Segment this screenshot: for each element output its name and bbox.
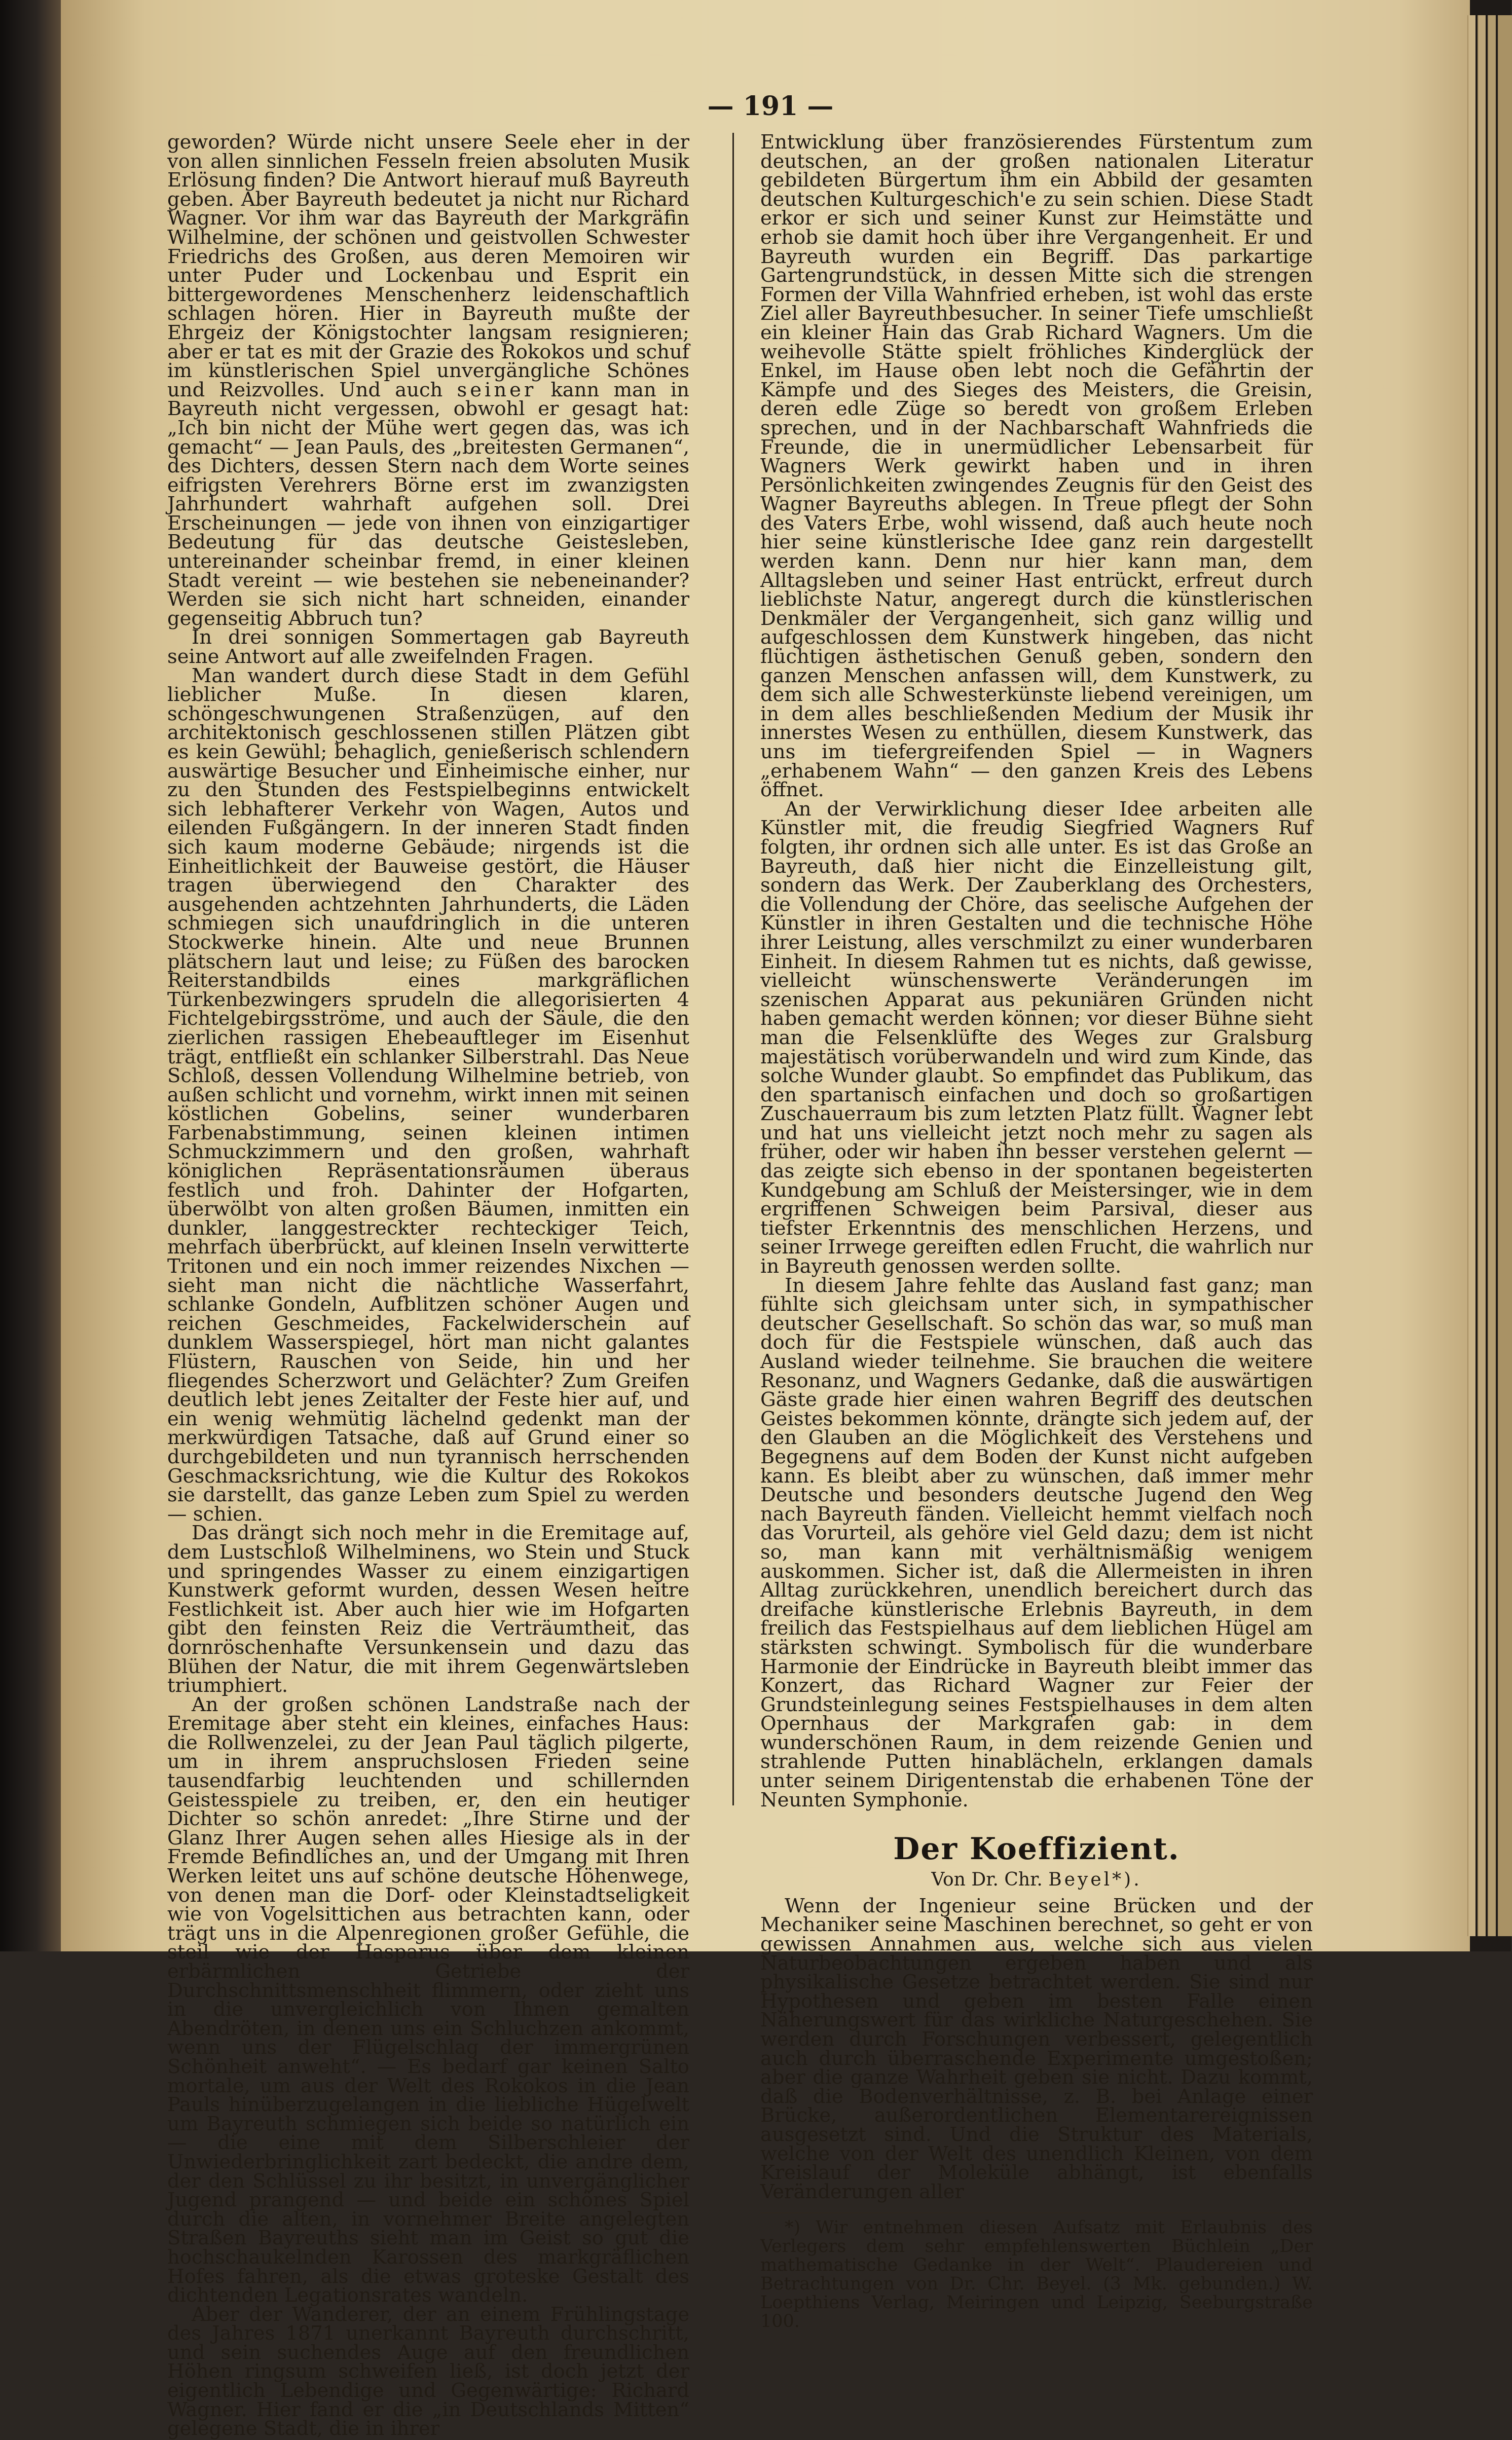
article-byline <box>760 1870 1313 1890</box>
paragraph: Entwicklung über französierendes Fürstentum zum deutschen, an der großen nationalen Literatur gebildeten Bürgertum ihm ein Abbild der gesamten deutschen Kulturgeschich'e zu sein schien. Diese Stadt erkor er sich und seiner Kunst zur Heimstätte und erhob sie damit hoch über ihre Vergangenheit. Er und Bayreuth wurden ein Begriff. Das parkartige Gartengrundstück, in dessen Mitte sich die strengen Formen der Villa Wahnfried erheben, ist wohl das erste Ziel aller Bayreuthbesucher. In seiner Tiefe umschließt ein kleiner Hain das Grab Richard Wagners. Um die weihevolle Stätte spielt fröhliches Kinderglück der Enkel, im Hause oben lebt noch die Gefährtin der Kämpfe und des Sieges des Meisters, die Greisin, deren edle Züge so beredt von großem Erleben sprechen, und in der Nachbarschaft Wahnfrieds die Freunde, die in unermüdlicher Lebensarbeit für Wagners Werk gewirkt haben und in ihren Persönlichkeiten zwingendes Zeugnis für den Geist des Wagner Bayreuths ablegen. In Treue pflegt der Sohn des Vaters Erbe, wohl wissend, daß auch heute noch hier seine künstlerische Idee ganz rein dargestellt werden kann. Denn nur hier kann man, dem Alltagsleben und seiner Hast entrückt, erfreut durch lieblichste Natur, angeregt durch die künstlerischen Denkmäler der Vergangenheit, sich ganz willig und aufgeschlossen dem Kunstwerk hingeben, das nicht flüchtigen ästhetischen Genuß geben, sondern den ganzen Menschen anfassen will, dem Kunstwerk, zu dem sich alle Schwesterkünste liebend vereinigen, um in dem alles beschließenden Medium der Musik ihr innerstes Wesen zu enthüllen, diesem Kunstwerk, das uns im tiefergreifenden Spiel — in Wagners „erhabenem Wahn“ — den ganzen Kreis des Lebens öffnet. <box>760 131 1313 802</box>
right-column <box>760 131 1313 2332</box>
page-edge <box>1498 15 1512 1936</box>
footnote-divider <box>760 2212 1313 2213</box>
paragraph: An der Verwirklichung dieser Idee arbeiten alle Künstler mit, die freudig Siegfried Wagners Ruf folgten, ihr ordnen sich alle unter. Es ist das Große an Bayreuth, daß hier nicht die Einzelleistung gilt, sondern das Werk. Der Zauberklang des Orchesters, die Vollendung der Chöre, das seelische Aufgehen der Künstler in ihren Gestalten und die technische Höhe ihrer Leistung, alles verschmilzt zu einer wunderbaren Einheit. In diesem Rahmen tut es nichts, daß gewisse, vielleicht wünschenswerte Veränderungen im szenischen Apparat aus pekuniären Gründen nicht haben gemacht werden können; vor dieser Bühne sieht man die Felsenklüfte des Weges zur Gralsburg majestätisch vorüberwandeln und wird zum Kinde, das solche Wunder glaubt. So empfindet das Publikum, das den spartanisch einfachen und doch so großartigen Zuschauerraum bis zum letzten Platz füllt. Wagner lebt und hat uns vielleicht jetzt noch mehr zu sagen als früher, oder wir haben ihn besser verstehen gelernt — das zeigte sich ebenso in der spontanen begeisterten Kundgebung am Schluß der Meistersinger, wie in dem ergriffenen Schweigen beim Parsival, dieser aus tiefster Erkenntnis des menschlichen Herzens, und seiner Irrwege gereiften edlen Frucht, die wahrlich nur in Bayreuth genossen werden sollte. <box>760 797 1313 1278</box>
page-number: — 191 — <box>707 91 834 122</box>
paragraph <box>167 133 689 628</box>
paragraph-text: kann man in Bayreuth nicht vergessen, obwohl er gesagt hat: „Ich bin nicht der Mühe wert gegen das, was ich gemacht“ — Jean Pauls, des „breitesten Germanen“, des Dichters, dessen Stern nach dem Worte seines eifrigsten Verehrers Börne erst im zwanzigsten Jahrhundert wahrhaft aufgehen soll. Drei Erscheinungen — jede von ihnen von einzigartiger Bedeutung für das deutsche Geistesleben, untereinander scheinbar fremd, in einer kleinen Stadt vereint — wie bestehen sie nebeneinander? Werden sie sich nicht hart schneiden, einander gegenseitig Abbruch tun? <box>167 378 689 630</box>
paragraph: Man wandert durch diese Stadt in dem Gefühl lieblicher Muße. In diesen klaren, schöngeschwungenen Straßenzügen, auf den architektonisch geschlossenen stillen Plätzen gibt es kein Gewühl; behaglich, genießerisch schlendern auswärtige Besucher und Einheimische einher, nur zu den Stunden des Festspielbeginns entwickelt sich lebhafterer Verkehr von Wagen, Autos und eilenden Fußgängern. In der inneren Stadt finden sich kaum moderne Gebäude; nirgends ist die Einheitlichkeit der Bauweise gestört, die Häuser tragen überwiegend den Charakter des ausgehenden achtzehnten Jahrhunderts, die Läden schmiegen sich unaufdringlich in die unteren Stockwerke hinein. Alte und neue Brunnen plätschern laut und leise; zu Füßen des barocken Reiterstandbilds eines markgräflichen Türkenbezwingers sprudeln die allegorisierten 4 Fichtelgebirgsströme, und auch der Säule, die den zierlichen rassigen Ehebeauftleger im Eisenhut trägt, entfließt ein schlanker Silberstrahl. Das Neue Schloß, dessen Vollendung Wilhelmine betrieb, von außen schlicht und vornehm, wirkt innen mit seinen köstlichen Gobelins, seiner wunderbaren Farbenabstimmung, seinen kleinen intimen Schmuckzimmern und den großen, wahrhaft königlichen Repräsentationsräumen überaus festlich und froh. Dahinter der Hofgarten, überwölbt von alten großen Bäumen, inmitten ein dunkler, langgestreckter rechteckiger Teich, mehrfach überbrückt, auf kleinen Inseln verwitterte Tritonen und ein noch immer reizendes Nixchen — sieht man nicht die nächtliche Wasserfahrt, schlanke Gondeln, Aufblitzen schöner Augen und reichen Geschmeides, Fackelwiderschein auf dunklem Wasserspiegel, hört man nicht galantes Flüstern, Rauschen von Seide, hin und her fliegendes Scherzwort und Gelächter? Zum Greifen deutlich lebt jenes Zeitalter der Feste hier auf, und ein wenig wehmütig lächelnd gedenkt man der merkwürdigen Tatsache, daß auf Grund einer so durchgebildeten und nun tyrannisch herrschenden Geschmacksrichtung, wie die Kultur des Rokokos sie darstellt, das ganze Leben zum Spiel zu werden — schien. <box>167 664 689 1526</box>
page-edge <box>1467 15 1476 1936</box>
byline-author: Beyel*). <box>1048 1869 1142 1891</box>
emphasized-word: seiner <box>457 378 537 401</box>
footnote: *) Wir entnehmen diesen Aufsatz mit Erlaubnis des Verlegers dem sehr empfehlenswerten Büchlein „Der mathematische Gedanke in der Welt“. Plaudereien und Betrachtungen von Dr. Chr. Beyel. (3 Mk. gebunden.) W. Loepthiens Verlag, Meiringen und Leipzig, Seeburgstraße 100. <box>760 2217 1313 2332</box>
paragraph: Das drängt sich noch mehr in die Eremitage auf, dem Lustschloß Wilhelminens, wo Stein und Stuck und springendes Wasser zu einem einzigartigen Kunstwerk geformt wurden, dessen Wesen heitre Festlichkeit ist. Aber auch hier wie im Hofgarten gibt den feinsten Reiz die Verträumtheit, das dornröschenhafte Versunkensein und dazu das Blühen der Natur, die mit ihrem Gegenwärtsleben triumphiert. <box>167 1522 689 1697</box>
paragraph: Wenn der Ingenieur seine Brücken und der Mechaniker seine Maschinen berechnet, so geht er von gewissen Annahmen aus, welche sich aus vielen Naturbeobachtungen ergeben haben und als physikalische Gesetze betrachtet werden. Sie sind nur Hypothesen und geben im besten Falle einen Näherungswert für das wirkliche Naturgeschehen. Sie werden durch Forschungen verbessert, gelegentlich auch durch überraschende Experimente umgestoßen; aber die ganze Wahrheit geben sie nicht. Dazu kommt, daß die Bodenverhältnisse, z. B. bei Anlage einer Brücke, außerordentlichen Elementarereignissen ausgesetzt sind. Und die Struktur des Materials, welche von der Welt des unendlich Kleinen, von dem Kreislauf der Moleküle abhängt, ist ebenfalls Veränderungen aller <box>760 1894 1313 2203</box>
left-column <box>167 131 689 2440</box>
paragraph: Aber der Wanderer, der an einem Frühlingstage des Jahres 1871 unerkannt Bayreuth durchschritt, und sein suchendes Auge auf den freundlichen Höhen ringsum schweifen ließ, ist doch jetzt der eigentlich Lebendige und Gegenwärtige: Richard Wagner. Hier fand er die „in Deutschlands Mitten“ gelegene Stadt, die in ihrer <box>167 2303 689 2440</box>
paragraph-text: geworden? Würde nicht unsere Seele eher in der von allen sinnlichen Fesseln freien absoluten Musik Erlösung finden? Die Antwort hierauf muß Bayreuth geben. Aber Bayreuth bedeutet ja nicht nur Richard Wagner. Vor ihm war das Bayreuth der Markgräfin Wilhelmine, der schönen und geistvollen Schwester Friedrichs des Großen, aus deren Memoiren wir unter Puder und Lockenbau und Esprit ein bittergewordenes Menschenherz leidenschaftlich schlagen hören. Hier in Bayreuth mußte der Ehrgeiz der Königstochter langsam resignieren; aber er tat es mit der Grazie des Rokokos und schuf im künstlerischen Spiel unvergängliche Schönes und Reizvolles. Und auch <box>167 131 689 401</box>
page-edge <box>1478 15 1486 1936</box>
article-title: Der Koeffizient. <box>893 1831 1180 1867</box>
byline-prefix: Von Dr. Chr. <box>931 1869 1043 1891</box>
column-divider <box>732 133 734 1805</box>
paragraph: In drei sonnigen Sommertagen gab Bayreuth seine Antwort auf alle zweifelnden Fragen. <box>167 626 689 669</box>
page-edge <box>1488 15 1496 1936</box>
book-binding <box>0 0 61 1951</box>
paragraph: An der großen schönen Landstraße nach der Eremitage aber steht ein kleines, einfaches Haus: die Rollwenzelei, zu der Jean Paul täglich pilgerte, um in ihrem anspruchslosen Frieden seine tausendfarbig leuchtenden und schillernden Geistesspiele zu treiben, er, den ein heutiger Dichter so schön anredet: „Ihre Stirne und der Glanz Ihrer Augen sehen alles Hiesige als in der Fremde Befindliches an, und der Umgang mit Ihren Werken leitet uns auf schöne deutsche Höhenwege, von denen man die Dorf- oder Kleinstadtseligkeit wie von Vogelsittichen aus betrachten kann, oder trägt uns in die Alpenregionen großer Gefühle, die steil wie der Hasparus über dem kleinen erbärmlichen Getriebe der Durchschnittsmenschheit flimmern, oder zieht uns in die unvergleichlich von Ihnen gemalten Abendröten, in denen uns ein Schluchzen ankommt, wenn uns der Flügelschlag der immergrünen Schönheit anweht“. — Es bedarf gar keinen Salto mortale, um aus der Welt des Rokokos in die Jean Pauls hinüberzugelangen in die liebliche Hügelwelt um Bayreuth schmiegen sich beide so natürlich ein — die eine mit dem Silberschleier der Unwiederbringlichkeit zart bedeckt, die andre dem, der den Schlüssel zu ihr besitzt, in unvergänglicher Jugend prangend — und beide ein schönes Spiel durch die alten, in vornehmer Breite angelegten Straßen Bayreuths sieht man im Geist so gut die hochschaukelnden Karossen des markgräflichen Hofes fahren, als die etwas groteske Gestalt des dichtenden Legationsrates wandeln. <box>167 1693 689 2307</box>
paragraph: In diesem Jahre fehlte das Ausland fast ganz; man fühlte sich gleichsam unter sich, in sympathischer deutscher Gesellschaft. So schön das war, so muß man doch für die Festspiele wünschen, daß auch das Ausland wieder teilnehme. Sie brauchen die weitere Resonanz, und Wagners Gedanke, daß die auswärtigen Gäste grade hier einen wahren Begriff des deutschen Geistes bekommen könnte, drängte sich jedem auf, der den Glauben an die Möglichkeit des Verstehens und Begegnens auf dem Boden der Kunst nicht aufgeben kann. Es bleibt aber zu wünschen, daß immer mehr Deutsche und besonders deutsche Jugend den Weg nach Bayreuth fänden. Vielleicht hemmt vielfach noch das Vorurteil, als gehöre viel Geld dazu; dem ist nicht so, man kann mit verhältnismäßig wenigem auskommen. Sicher ist, daß die Allermeisten in ihren Alltag zurückkehren, unendlich bereichert durch das dreifache künstlerische Erlebnis Bayreuth, in dem freilich das Festspielhaus auf dem lieblichen Hügel am stärksten schwingt. Symbolisch für die wunderbare Harmonie der Eindrücke in Bayreuth bleibt immer das Konzert, das Richard Wagner zur Feier der Grundsteinlegung seines Festspielhauses in dem alten Opernhaus der Markgrafen gab: in dem wunderschönen Raum, in dem reizende Genien und strahlende Putten hinablächeln, erklangen damals unter seinem Dirigentenstab die erhabenen Töne der Neunten Symphonie. <box>760 1274 1313 1811</box>
